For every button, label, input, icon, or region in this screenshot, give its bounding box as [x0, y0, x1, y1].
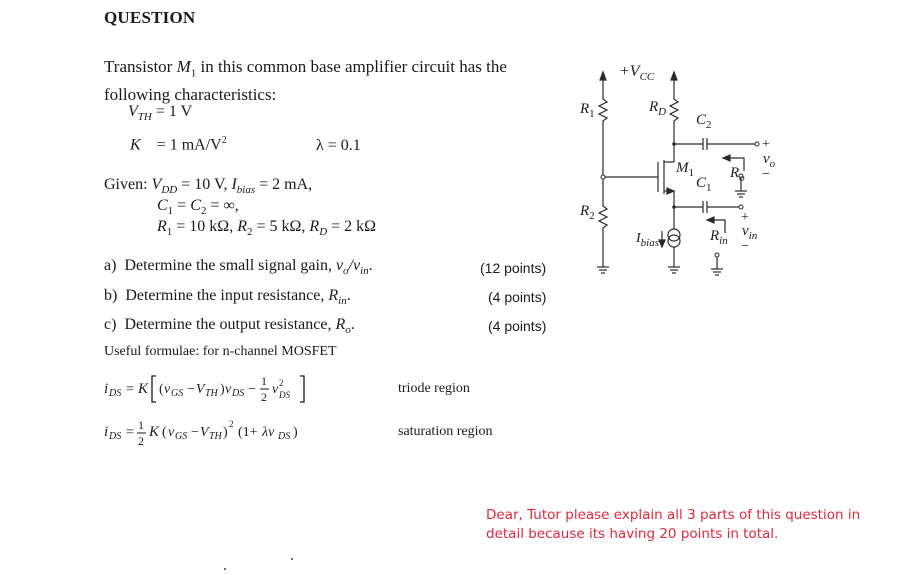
svg-text:λv: λv: [262, 425, 275, 440]
svg-text:DS: DS: [279, 390, 290, 400]
tutor-request-note: Dear, Tutor please explain all 3 parts of this question in detail because its having 20 points in total.: [486, 507, 861, 542]
rin-label: $R_{in}$: [710, 228, 728, 247]
question-b: b) Determine the input resistance, $R_{in}$.: [104, 287, 351, 308]
svg-text:2: 2: [279, 378, 284, 388]
vo-label: $v_o$: [763, 151, 776, 170]
common-base-amplifier-circuit: [560, 55, 800, 295]
svg-text:K: K: [138, 381, 149, 397]
vcc-label: $+V_{CC}$: [619, 63, 655, 84]
vin-plus-label: +: [741, 210, 749, 225]
lambda-characteristic: λ = 0.1: [316, 137, 361, 154]
svg-text:=: =: [126, 425, 134, 440]
svg-text:TH: TH: [205, 388, 218, 399]
svg-text:K: K: [149, 424, 160, 440]
svg-text:GS: GS: [175, 431, 188, 442]
svg-text:v: v: [272, 382, 279, 397]
svg-text:DS: DS: [109, 431, 122, 442]
saturation-equation: [104, 414, 334, 459]
speck: [291, 558, 293, 560]
svg-text:2: 2: [229, 419, 234, 429]
svg-text:i: i: [104, 381, 109, 397]
vth-characteristic: $V_{TH} = 1$ V: [128, 103, 193, 124]
svg-text:=: =: [126, 382, 134, 397]
svg-text:2: 2: [138, 434, 144, 448]
svg-text:): ): [223, 425, 228, 440]
svg-text:−: −: [187, 382, 195, 397]
svg-text:v: v: [164, 382, 171, 397]
question-c: c) Determine the output resistance, $R_o$.: [104, 316, 355, 337]
question-title: QUESTION: [104, 8, 196, 27]
svg-text:DS: DS: [278, 431, 291, 442]
svg-text:1: 1: [138, 418, 144, 432]
r1-label: $R_1$: [580, 101, 595, 120]
question-b-points: (4 points): [488, 289, 547, 305]
svg-text:): ): [220, 382, 225, 397]
svg-text:GS: GS: [171, 388, 184, 399]
saturation-formula-graphic: [104, 414, 334, 454]
vo-minus-label: −: [762, 167, 770, 182]
ro-label: $R_o$: [730, 165, 745, 184]
svg-text:−: −: [248, 382, 256, 397]
r2-label: $R_2$: [580, 203, 595, 222]
svg-text:V: V: [200, 425, 209, 440]
formulae-title: Useful formulae: for n-channel MOSFET: [104, 344, 337, 359]
question-a-points: (12 points): [480, 260, 547, 276]
given-line-2: $C_1 = C_2$ = ∞,: [157, 197, 239, 218]
intro-line-1: Transistor $M_1$ in this common base amplifier circuit has the: [104, 57, 507, 80]
svg-text:−: −: [191, 425, 199, 440]
triode-region-label: triode region: [398, 381, 470, 396]
speck: [224, 568, 226, 570]
ibias-label: $I_{bias}$: [636, 231, 660, 249]
k-characteristic: K = 1 $mA/V^2$: [130, 135, 227, 154]
rd-label: $R_D$: [649, 99, 667, 118]
m1-label: $M_1$: [676, 160, 694, 179]
svg-text:TH: TH: [209, 431, 222, 442]
svg-text:(: (: [162, 425, 167, 440]
svg-text:(: (: [159, 382, 164, 397]
question-c-points: (4 points): [488, 318, 547, 334]
question-a: a) Determine the small signal gain, $v_o/v_{in}$.: [104, 257, 373, 278]
svg-text:v: v: [168, 425, 175, 440]
triode-formula-graphic: [104, 368, 334, 408]
triode-equation: [104, 368, 334, 413]
given-line-3: $R_1 = 10$ kΩ, $R_2 = 5$ kΩ, $R_D = 2$ kΩ: [157, 218, 377, 239]
vin-label: $v_{in}$: [742, 223, 758, 242]
svg-text:V: V: [196, 382, 205, 397]
intro-line-2: following characteristics:: [104, 85, 277, 105]
svg-text:2: 2: [261, 390, 267, 404]
svg-text:(1+: (1+: [238, 425, 258, 440]
c1-label: $C_1$: [696, 175, 712, 194]
svg-text:v: v: [225, 382, 232, 397]
svg-text:i: i: [104, 424, 109, 440]
svg-text:1: 1: [261, 374, 267, 388]
c2-label: $C_2$: [696, 112, 712, 131]
svg-text:): ): [293, 425, 298, 440]
svg-text:DS: DS: [232, 388, 245, 399]
svg-text:DS: DS: [109, 388, 122, 399]
vin-minus-label: −: [741, 239, 749, 254]
vo-plus-label: +: [762, 137, 770, 152]
saturation-region-label: saturation region: [398, 424, 493, 439]
intro-text: [104, 56, 507, 105]
given-line-1: Given: $V_{DD} = 10$ V, $I_{bias} = 2$ mA,: [104, 176, 313, 197]
